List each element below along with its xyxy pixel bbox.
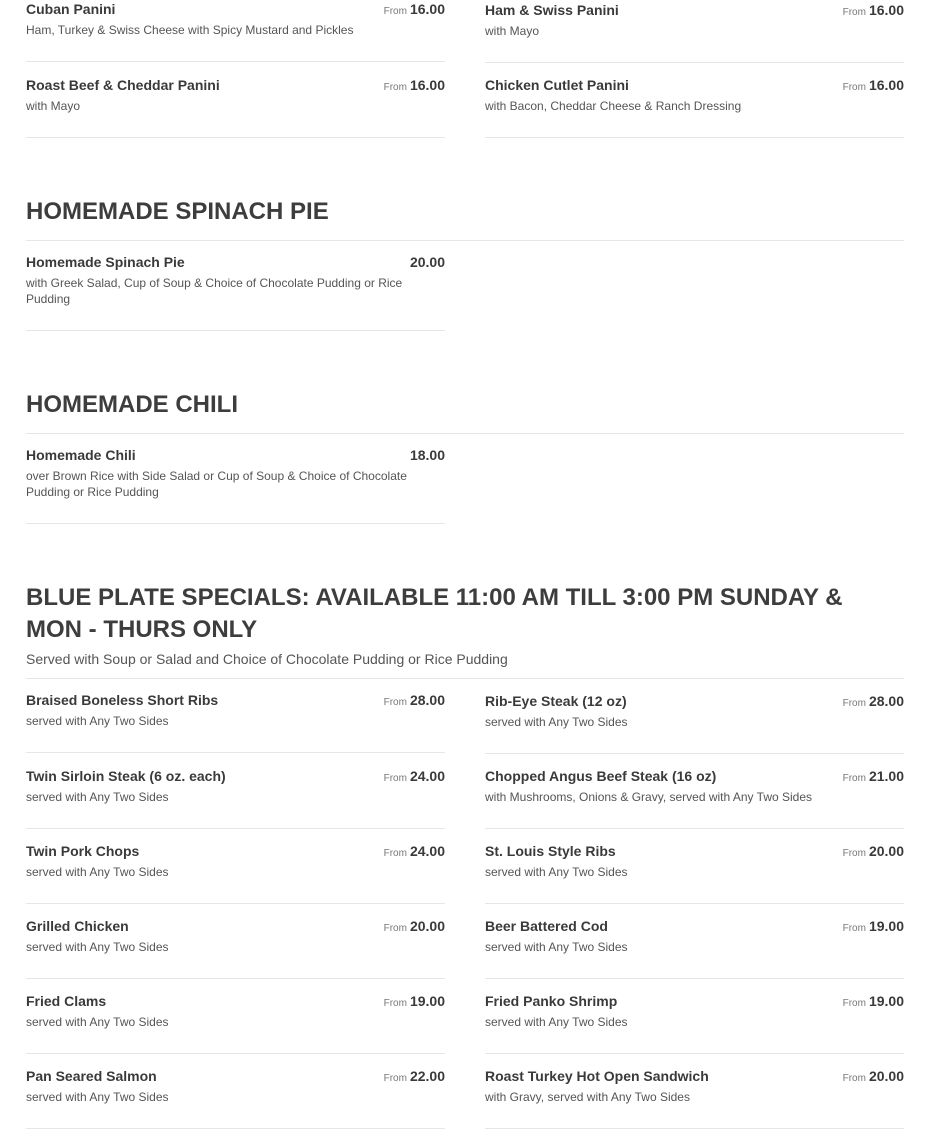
section-title: HOMEMADE CHILI (26, 391, 238, 418)
item-name: Beer Battered Cod (485, 918, 608, 934)
item-description: with Bacon, Cheddar Cheese & Ranch Dressing (485, 99, 742, 113)
menu-item[interactable] (485, 755, 904, 829)
item-price (843, 1, 904, 22)
item-price (384, 76, 445, 97)
item-description: with Mayo (26, 99, 81, 113)
item-price (843, 767, 904, 788)
item-name: Ham & Swiss Panini (485, 2, 619, 18)
price-from-label: From (842, 1073, 866, 1084)
item-price (384, 0, 445, 21)
item-description: served with Any Two Sides (485, 715, 628, 729)
price-value: 22.00 (409, 1068, 445, 1084)
item-price (384, 917, 445, 938)
price-from-label: From (383, 6, 407, 17)
menu-item[interactable] (26, 830, 445, 904)
menu-item-homemade-chili[interactable] (26, 434, 445, 524)
item-description: with Greek Salad, Cup of Soup & Choice of Chocolate Pudding or Rice Pudding (26, 276, 403, 306)
item-name: Cuban Panini (26, 1, 116, 17)
price-value: 16.00 (868, 77, 904, 93)
item-name: Pan Seared Salmon (26, 1068, 157, 1084)
menu-item-chicken-cutlet-panini[interactable] (485, 64, 904, 138)
item-price (843, 692, 904, 713)
item-name: Braised Boneless Short Ribs (26, 692, 219, 708)
price-from-label: From (383, 697, 407, 708)
price-from-label: From (842, 923, 866, 934)
section-spinach-pie (26, 196, 904, 331)
blue-plate-items (26, 679, 904, 1129)
menu-item[interactable] (26, 980, 445, 1054)
item-price (843, 917, 904, 938)
price-from-label: From (383, 773, 407, 784)
menu-item[interactable] (26, 755, 445, 829)
price-from-label: From (383, 848, 407, 859)
item-description: with Gravy, served with Any Two Sides (485, 1090, 690, 1104)
section-title: HOMEMADE SPINACH PIE (26, 198, 329, 225)
price-value: 20.00 (868, 1068, 904, 1084)
item-price (843, 842, 904, 863)
item-description: with Mayo (485, 24, 540, 38)
item-name: Fried Clams (26, 993, 107, 1009)
item-description: with Mushrooms, Onions & Gravy, served with Any Two Sides (485, 790, 813, 804)
price-from-label: From (842, 848, 866, 859)
price-from-label: From (842, 698, 866, 709)
menu-item[interactable] (485, 980, 904, 1054)
item-name: Fried Panko Shrimp (485, 993, 618, 1009)
item-price (843, 1067, 904, 1088)
menu-item[interactable] (485, 830, 904, 904)
price-value: 16.00 (409, 1, 445, 17)
price-value: 19.00 (868, 993, 904, 1009)
price-value: 19.00 (868, 918, 904, 934)
item-description: served with Any Two Sides (26, 790, 169, 804)
price-value: 24.00 (409, 843, 445, 859)
price-from-label: From (383, 82, 407, 93)
item-name: Roast Turkey Hot Open Sandwich (485, 1068, 709, 1084)
menu-item-cuban-panini[interactable] (26, 0, 445, 62)
section-title: BLUE PLATE SPECIALS: AVAILABLE 11:00 AM TILL 3:00 PM SUNDAY & MON - THURS ONLY (26, 584, 843, 643)
chili-items (26, 434, 904, 524)
item-price (384, 992, 445, 1013)
price-value: 16.00 (409, 77, 445, 93)
price-from-label: From (842, 773, 866, 784)
item-description: served with Any Two Sides (485, 1015, 628, 1029)
item-name: St. Louis Style Ribs (485, 843, 616, 859)
item-description: over Brown Rice with Side Salad or Cup of Soup & Choice of Chocolate Pudding or Rice Pudding (26, 469, 407, 499)
item-description: served with Any Two Sides (26, 940, 169, 954)
item-description: served with Any Two Sides (26, 714, 169, 728)
price-value: 28.00 (409, 692, 445, 708)
item-name: Homemade Chili (26, 447, 136, 463)
item-name: Roast Beef & Cheddar Panini (26, 77, 220, 93)
item-description: served with Any Two Sides (26, 1090, 169, 1104)
menu-item[interactable] (26, 905, 445, 979)
price-value: 28.00 (868, 693, 904, 709)
item-description: served with Any Two Sides (26, 865, 169, 879)
price-from-label: From (383, 1073, 407, 1084)
item-price (384, 767, 445, 788)
item-name: Grilled Chicken (26, 918, 129, 934)
menu-item[interactable] (26, 1055, 445, 1129)
item-name: Chicken Cutlet Panini (485, 77, 629, 93)
item-description: served with Any Two Sides (485, 865, 628, 879)
item-price (384, 842, 445, 863)
menu-item[interactable] (485, 680, 904, 754)
item-price (384, 691, 445, 712)
item-name: Rib-Eye Steak (12 oz) (485, 693, 627, 709)
section-blue-plate-specials (26, 582, 904, 1129)
item-description: served with Any Two Sides (485, 940, 628, 954)
price-from-label: From (383, 998, 407, 1009)
menu-item-roast-beef-cheddar-panini[interactable] (26, 64, 445, 138)
price-value: 16.00 (868, 2, 904, 18)
item-description: served with Any Two Sides (26, 1015, 169, 1029)
menu-item-ham-swiss-panini[interactable] (485, 0, 904, 63)
item-price (843, 992, 904, 1013)
price-from-label: From (842, 998, 866, 1009)
price-value: 21.00 (868, 768, 904, 784)
menu-item[interactable] (485, 1055, 904, 1129)
menu-item-homemade-spinach-pie[interactable] (26, 241, 445, 331)
price-value: 19.00 (409, 993, 445, 1009)
price-from-label: From (842, 82, 866, 93)
item-name: Chopped Angus Beef Steak (16 oz) (485, 768, 717, 784)
section-subtitle: Served with Soup or Salad and Choice of Chocolate Pudding or Rice Pudding (26, 651, 508, 667)
item-price (843, 76, 904, 97)
price-value: 20.00 (868, 843, 904, 859)
item-name: Twin Pork Chops (26, 843, 140, 859)
menu-page (26, 0, 904, 1129)
menu-item[interactable] (26, 679, 445, 753)
item-name: Twin Sirloin Steak (6 oz. each) (26, 768, 226, 784)
price-value: 24.00 (409, 768, 445, 784)
item-description: Ham, Turkey & Swiss Cheese with Spicy Mustard and Pickles (26, 23, 354, 37)
item-price (384, 1067, 445, 1088)
item-price (410, 253, 445, 271)
item-price (410, 446, 445, 464)
price-value: 18.00 (409, 447, 445, 463)
section-chili (26, 389, 904, 524)
price-value: 20.00 (409, 918, 445, 934)
price-value: 20.00 (409, 254, 445, 270)
price-from-label: From (383, 923, 407, 934)
spinach-items (26, 241, 904, 331)
menu-item[interactable] (485, 905, 904, 979)
panini-items (26, 0, 904, 138)
price-from-label: From (842, 7, 866, 18)
item-name: Homemade Spinach Pie (26, 254, 185, 270)
